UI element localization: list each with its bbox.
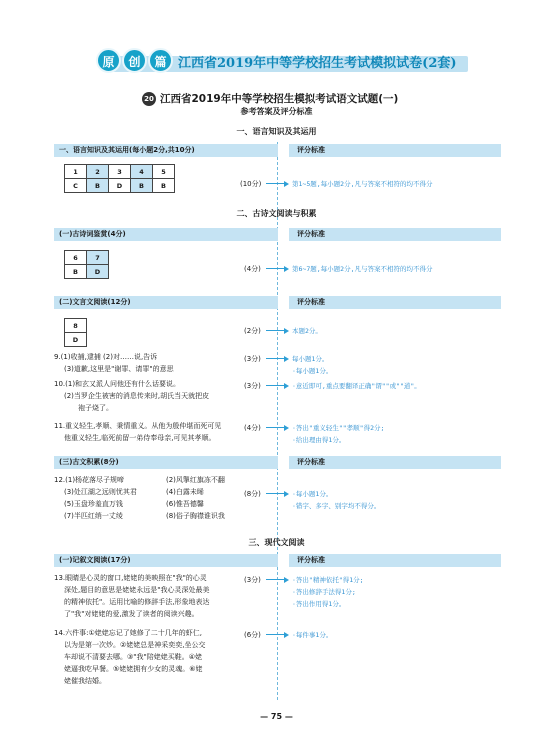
criteria-bar-1: 评分标准 (289, 144, 501, 157)
points-q6-7: (4分) (244, 265, 261, 273)
points-q13: (3分) (244, 576, 261, 584)
answer-q13-line4: 了"我"对姥姥的爱,激发了读者的阅读兴趣。 (64, 610, 199, 618)
criteria-bar-5: 评分标准 (289, 554, 501, 567)
section-title-1: 一、语言知识及其运用 (236, 127, 317, 136)
criteria-note-2: 第6~7题,每小题2分,凡与答案不相符的均不得分 (292, 265, 433, 273)
badge-chuang: 创 (122, 48, 147, 73)
points-q11: (4分) (244, 424, 261, 432)
answer-table-1 (64, 164, 175, 193)
table-cell: C (65, 179, 87, 193)
criteria-note-12a: ·每小题1分。 (292, 490, 333, 498)
table-cell: D (65, 333, 87, 347)
points-q10: (3分) (244, 382, 261, 390)
arrow (266, 579, 286, 580)
criteria-note-1: 第1~5题,每小题2分,凡与答案不相符的均不得分 (292, 180, 433, 188)
points-q9: (3分) (244, 355, 261, 363)
criteria-note-10: ·意近即可,重点要翻译正确"谓""或""道"。 (292, 382, 421, 390)
answer-q14-line1: 14.六件事:①姥姥忘记了她修了二十几年的虾仁, (54, 629, 202, 637)
criteria-bar-2: 评分标准 (289, 228, 501, 241)
question-bar-5: (一)记叙文阅读(17分) (54, 554, 278, 567)
points-q12: (8分) (244, 490, 261, 498)
table-cell: 8 (65, 319, 87, 333)
criteria-note-13c: ·答出作用得1分。 (292, 600, 346, 608)
criteria-note-13a: ·答出"精神依托"得1分; (292, 576, 364, 584)
paper-title-text: 江西省2019年中等学校招生模拟考试语文试题(一) (160, 93, 399, 105)
table-cell: 4 (131, 165, 153, 179)
answer-q12-2: (2)风掣红旗冻不翻 (166, 476, 225, 484)
answer-q13-line2: 深处,题目的意思是姥姥永远是"我心灵深处最美 (64, 586, 210, 594)
arrow (266, 634, 286, 635)
arrow (266, 268, 286, 269)
arrow (266, 358, 286, 359)
table-cell: B (65, 265, 87, 279)
series-title: 江西省2019年中等学校招生考试模拟试卷(2套) (178, 56, 457, 71)
answer-q14-line4: 姥逼我吃早餐。⑤姥姥拥有少女的灵魂。⑥姥 (64, 665, 203, 673)
criteria-note-9a: 每小题1分。 (292, 355, 329, 363)
criteria-note-14: ·每件事1分。 (292, 631, 333, 639)
page-number: — 75 — (260, 712, 293, 721)
answer-q12-6: (6)惟吾德馨 (166, 500, 204, 508)
points-q14: (6分) (244, 631, 261, 639)
series-header (92, 48, 472, 76)
table-cell: B (87, 179, 109, 193)
answer-q12-5: (5)玉盘珍羞直万钱 (64, 500, 123, 508)
table-cell: D (87, 265, 109, 279)
question-bar-2: (一)古诗词鉴赏(4分) (54, 228, 278, 241)
table-cell: B (131, 179, 153, 193)
criteria-note-11b: ·给出理由得1分。 (292, 436, 346, 444)
answer-q12-1: 12.(1)杨花落尽子规啼 (54, 476, 125, 484)
arrow (266, 183, 286, 184)
answer-q12-4: (4)白露未晞 (166, 488, 204, 496)
answer-q12-7: (7)半匹红绡一丈绫 (64, 512, 123, 520)
answer-table-3 (64, 318, 87, 347)
criteria-bar-3: 评分标准 (289, 296, 501, 309)
answer-q13-line3: 的精神依托"。运用比喻的修辞手法,形象地表达 (64, 598, 210, 606)
answer-q10-line3: 袍子烧了。 (78, 404, 113, 412)
question-bar-1: 一、语言知识及其运用(每小题2分,共10分) (54, 144, 278, 157)
answer-q10-line1: 10.(1)和玄又派人问他还有什么话要说。 (54, 380, 181, 388)
criteria-note-12b: ·错字、多字、别字均不得分。 (292, 502, 381, 510)
section-title-3: 三、现代文阅读 (248, 538, 305, 547)
points-q8: (2分) (244, 327, 261, 335)
answer-q13-line1: 13.眼睛是心灵的窗口,姥姥的美映照在"我"的心灵 (54, 574, 207, 582)
answer-table-2 (64, 250, 109, 279)
paper-title (142, 91, 398, 106)
table-cell: 1 (65, 165, 87, 179)
arrow (266, 385, 286, 386)
answer-q12-8: (8)俗子胸襟谁识我 (166, 512, 225, 520)
answer-q9-line2: (3)道歉,这里是"谢罪、请罪"的意思 (64, 365, 174, 373)
answer-q14-line5: 姥催我结婚。 (64, 677, 106, 685)
table-cell: 7 (87, 251, 109, 265)
answer-q11-line1: 11.重义轻生,孝顺、秉情重义。从他为殷仲堪而死可见 (54, 422, 222, 430)
table-cell: B (153, 179, 175, 193)
points-q1-5: (10分) (240, 180, 262, 188)
table-cell: D (109, 179, 131, 193)
arrow (266, 427, 286, 428)
question-bar-3: (二)文言文阅读(12分) (54, 296, 278, 309)
table-cell: 3 (109, 165, 131, 179)
arrow (266, 493, 286, 494)
paper-number: 20 (142, 92, 156, 106)
answer-q10-line2: (2)当罗企生被害的消息传来时,胡氏当天就把皮 (64, 392, 210, 400)
table-cell: 5 (153, 165, 175, 179)
answer-q11-line2: 他重义轻生,临死前留一弟侍奉母亲,可见其孝顺。 (64, 434, 216, 442)
arrow (266, 330, 286, 331)
badge-pian: 篇 (148, 48, 173, 73)
center-divider (277, 142, 278, 700)
criteria-note-11a: ·答出"重义轻生""孝顺"得2分; (292, 424, 385, 432)
answer-q14-line3: 车却说不清要去哪。③"我"陪姥姥买鞋。④姥 (64, 653, 202, 661)
badge-yuan: 原 (96, 48, 121, 73)
table-cell: 6 (65, 251, 87, 265)
section-title-2: 二、古诗文阅读与积累 (236, 209, 317, 218)
criteria-note-3: 本题2分。 (292, 327, 322, 335)
table-cell: 2 (87, 165, 109, 179)
criteria-note-13b: ·答出修辞手法得1分; (292, 588, 356, 596)
question-bar-4: (三)古文积累(8分) (54, 456, 278, 469)
answer-q12-3: (3)处江湖之远则忧其君 (64, 488, 137, 496)
answer-q14-line2: 以为是第一次炒。②姥姥总是神采奕奕,坐公交 (64, 641, 206, 649)
criteria-note-9b: ·每小题1分。 (292, 367, 333, 375)
answer-q9-line1: 9.(1)收捕,逮捕 (2)对……说,告诉 (54, 353, 158, 361)
paper-subtitle: 参考答案及评分标准 (240, 107, 313, 116)
criteria-bar-4: 评分标准 (289, 456, 501, 469)
